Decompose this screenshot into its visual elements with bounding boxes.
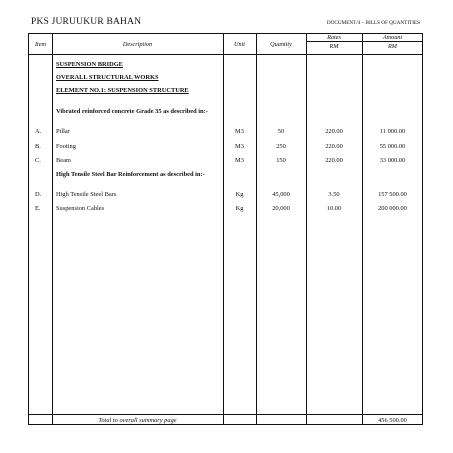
row-unit: M3 [235,143,244,150]
bill-of-quantities-table [28,33,423,425]
column-header-amount: Amount [382,34,403,41]
row-item: C. [35,157,41,164]
row-description: Suspension Cables [56,205,105,212]
row-item: B. [35,143,41,150]
header-divider [29,54,422,55]
row-unit: Kg [235,191,244,198]
column-header-rates: Rates [327,34,341,41]
row-amount: 55 000.00 [379,143,406,150]
row-amount: 200 000.00 [378,205,407,212]
column-header-item: Item [35,41,46,48]
column-divider [362,34,363,424]
row-amount: 11 000.00 [379,128,406,135]
company-name: PKS JURUUKUR BAHAN [31,17,142,27]
row-description: Beam [56,157,71,164]
column-header-quantity: Quantity [270,41,292,48]
footer-label: Total to overall summary page [98,417,177,424]
row-rate: 220.00 [325,143,343,150]
row-description: Footing [56,143,76,150]
row-rate: 10.00 [326,205,342,212]
row-rate: 220.00 [325,157,343,164]
row-quantity: 50 [277,128,285,135]
row-rate: 220.00 [325,128,343,135]
section-heading-structural: OVERALL STRUCTURAL WORKS [56,74,159,81]
column-divider [256,34,257,424]
row-amount: 33 000.00 [379,157,406,164]
row-description: High Tensile Steel Bars [56,191,117,198]
rates-amount-divider [306,41,422,42]
section-heading-bridge: SUSPENSION BRIDGE [56,61,123,68]
row-description: Pillar [56,128,70,135]
row-unit: M3 [235,128,244,135]
footer-divider [29,414,422,415]
footer-total: 456 500.00 [378,417,407,424]
column-header-unit: Unit [233,41,245,48]
sub-heading-concrete: Vibrated reinforced concrete Grade 35 as described in:- [56,108,208,115]
row-item: E. [35,205,41,212]
row-item: D. [35,191,42,198]
column-divider [306,34,307,424]
row-quantity: 250 [276,143,286,150]
sub-heading-steel: High Tensile Steel Bar Reinforcement as described in:- [56,171,205,178]
row-quantity: 45,000 [272,191,290,198]
row-quantity: 150 [276,157,286,164]
row-item: A. [35,128,42,135]
row-unit: M3 [235,157,244,164]
column-header-rates-unit: RM [329,43,339,50]
document-reference: DOCUMENT/4 – BILLS OF QUANTITIES [326,20,420,26]
column-header-amount-unit: RM [388,43,397,50]
column-divider [223,34,224,424]
column-divider [52,34,53,424]
row-quantity: 20,000 [272,205,290,212]
row-rate: 3.50 [328,191,340,198]
row-unit: Kg [235,205,244,212]
row-amount: 157 500.00 [378,191,407,198]
column-header-description: Description [122,41,153,48]
section-heading-element: ELEMENT NO.1: SUSPENSION STRUCTURE [56,87,189,94]
